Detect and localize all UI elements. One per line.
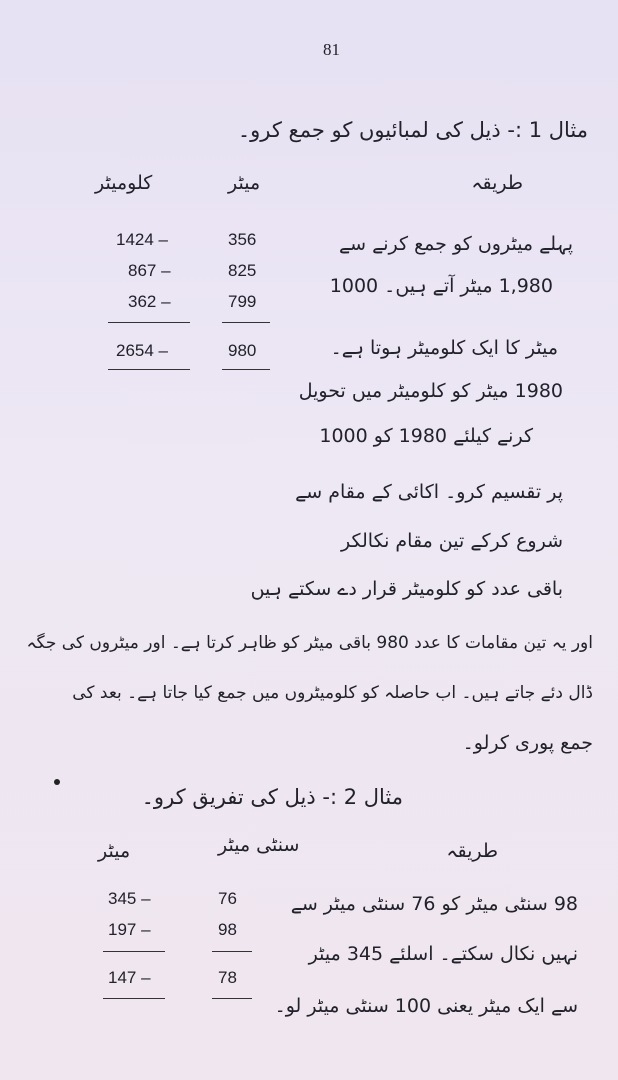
ex1-m-value: 799 <box>228 292 257 311</box>
ex1-km-value: 1424 – <box>116 230 168 249</box>
ex1-method-line: کرنے کیلئے 1980 کو 1000 <box>319 425 533 447</box>
ex1-km-value: 867 – <box>128 261 171 280</box>
ex2-cm-double-underline <box>212 998 252 999</box>
ex1-km-underline <box>108 322 190 323</box>
ex2-cm-value: 76 <box>218 889 237 908</box>
ex1-paragraph-line: جمع پوری کرلو۔ <box>462 732 593 754</box>
ex1-method-header: طریقہ <box>471 172 523 194</box>
ex2-meter-header: میٹر <box>98 840 131 862</box>
ex1-m-value: 825 <box>228 261 257 280</box>
ex2-method-line: سے ایک میٹر یعنی 100 سنٹی میٹر لو۔ <box>274 995 578 1017</box>
ex1-meter-header: میٹر <box>228 172 261 194</box>
page-number: 81 <box>323 40 340 59</box>
ex2-cm-underline <box>212 951 252 952</box>
ex1-method-line: پر تقسیم کرو۔ اکائی کے مقام سے <box>295 481 563 503</box>
example-1-heading: مثال 1 :- ذیل کی لمبائیوں کو جمع کرو۔ <box>237 118 588 142</box>
ex1-paragraph-line: اور یہ تین مقامات کا عدد 980 باقی میٹر کو ظاہر کرتا ہے۔ اور میٹروں کی جگہ <box>26 633 593 653</box>
ink-dot <box>54 779 60 785</box>
ex2-method-line: نہیں نکال سکتے۔ اسلئے 345 میٹر <box>308 943 578 965</box>
example-2-heading: مثال 2 :- ذیل کی تفریق کرو۔ <box>141 785 403 809</box>
ex1-method-line: شروع کرکے تین مقام نکالکر <box>341 530 563 552</box>
ex1-method-line: پہلے میٹروں کو جمع کرنے سے <box>338 233 573 255</box>
ex1-method-line: 1,980 میٹر آتے ہیں۔ 1000 <box>329 275 553 297</box>
ex2-cm-value: 98 <box>218 920 237 939</box>
ex2-m-underline <box>103 951 165 952</box>
ex1-m-value: 356 <box>228 230 257 249</box>
ex1-m-total: 980 <box>228 341 257 360</box>
ex2-method-line: 98 سنٹی میٹر کو 76 سنٹی میٹر سے <box>290 893 578 915</box>
ex1-km-total: 2654 – <box>116 341 168 360</box>
ex1-km-double-underline <box>108 369 190 370</box>
ex1-method-line: باقی عدد کو کلومیٹر قرار دے سکتے ہیں <box>250 578 563 600</box>
ex2-cm-result: 78 <box>218 968 237 987</box>
ex1-method-line: 1980 میٹر کو کلومیٹر میں تحویل <box>298 380 563 402</box>
ex2-cm-header: سنٹی میٹر <box>218 834 300 856</box>
ex1-paragraph-line: ڈال دئے جاتے ہیں۔ اب حاصلہ کو کلومیٹروں میں جمع کیا جاتا ہے۔ بعد کی <box>72 683 593 703</box>
ex2-method-header: طریقہ <box>446 840 498 862</box>
ex1-method-line: میٹر کا ایک کلومیٹر ہوتا ہے۔ <box>330 337 558 359</box>
ex2-m-result: 147 – <box>108 968 151 987</box>
ex2-m-value: 197 – <box>108 920 151 939</box>
ex2-m-double-underline <box>103 998 165 999</box>
ex1-km-value: 362 – <box>128 292 171 311</box>
ex1-km-header: کلومیٹر <box>95 172 153 194</box>
ex1-m-underline <box>222 322 270 323</box>
ex1-m-double-underline <box>222 369 270 370</box>
ex2-m-value: 345 – <box>108 889 151 908</box>
